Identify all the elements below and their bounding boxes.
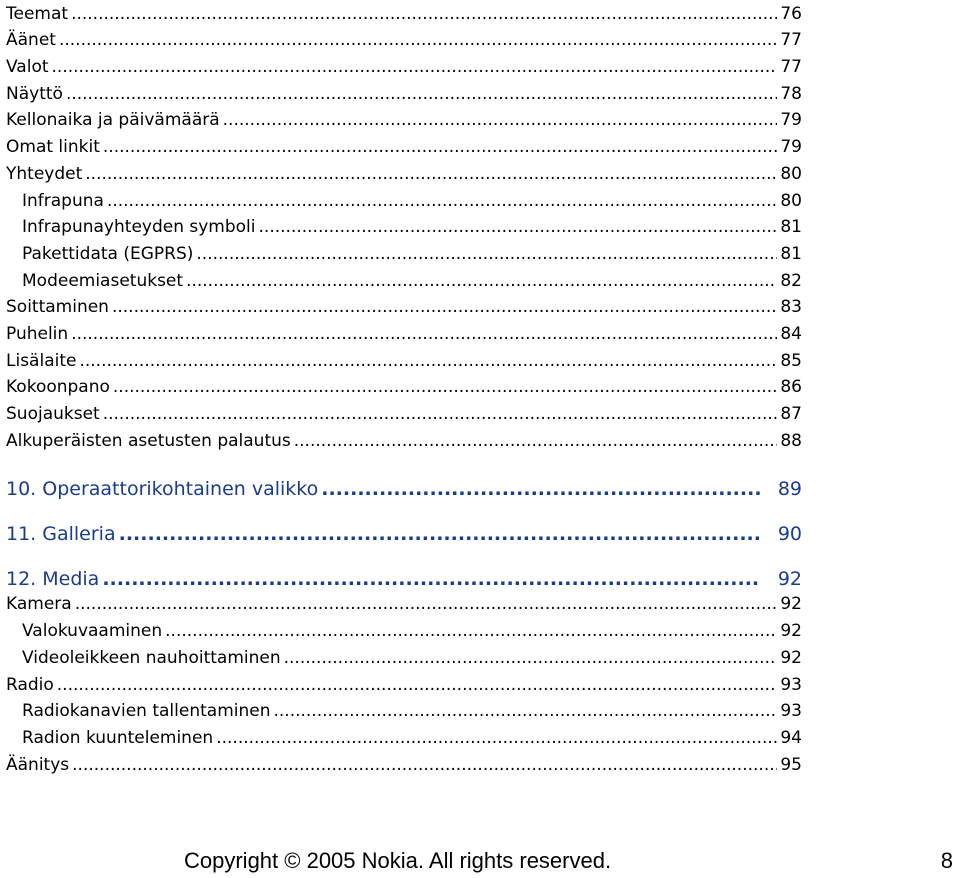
toc-entry[interactable] — [6, 211, 802, 237]
toc-entry-label: Radiokanavien tallentaminen — [22, 701, 271, 721]
toc-entry[interactable] — [6, 345, 802, 371]
toc-leader-dots — [57, 675, 778, 695]
toc-entry-label: Puhelin — [6, 324, 69, 344]
toc-leader-dots — [103, 404, 778, 424]
toc-entry-label: Yhteydet — [6, 164, 83, 184]
toc-entry-page: 92 — [780, 594, 802, 614]
toc-entry-label: 10. Operaattorikohtainen valikko — [6, 478, 319, 500]
toc-entry[interactable] — [6, 695, 802, 721]
toc-entry[interactable] — [6, 318, 802, 344]
toc-entry-label: Kokoonpano — [6, 377, 110, 397]
toc-entry-page: 92 — [780, 621, 802, 641]
toc-entry-page: 77 — [780, 57, 802, 77]
toc-entry[interactable] — [6, 425, 802, 451]
toc-entry[interactable] — [6, 371, 802, 397]
toc-entry-page: 80 — [780, 191, 802, 211]
toc-entry-page: 76 — [780, 4, 802, 24]
toc-leader-dots — [59, 30, 777, 50]
toc-entry-label: Suojaukset — [6, 404, 100, 424]
toc-entry-label: Äänitys — [6, 755, 70, 775]
toc-leader-dots — [294, 431, 778, 451]
toc-leader-dots — [216, 728, 777, 748]
toc-entry-page: 81 — [780, 244, 802, 264]
toc-entry-label: Lisälaite — [6, 351, 77, 371]
toc-entry-page: 78 — [780, 84, 802, 104]
toc-entry-label: Valokuvaaminen — [22, 621, 163, 641]
toc-entry[interactable] — [6, 398, 802, 424]
toc-entry-label: 12. Media — [6, 568, 100, 590]
toc-leader-dots — [71, 324, 777, 344]
toc-entry-page: 93 — [780, 701, 802, 721]
toc-leader-dots — [186, 271, 777, 291]
toc-leader-dots — [223, 110, 778, 130]
toc-entry-page: 81 — [780, 217, 802, 237]
toc-entry-page: 87 — [780, 404, 802, 424]
toc-leader-dots — [273, 701, 777, 721]
toc-entry-page: 84 — [780, 324, 802, 344]
toc-entry[interactable] — [6, 131, 802, 157]
toc-entry[interactable] — [6, 0, 802, 24]
toc-entry[interactable] — [6, 185, 802, 211]
toc-leader-dots — [259, 217, 778, 237]
toc-entry-label: Äänet — [6, 30, 56, 50]
toc-entry-page: 94 — [780, 728, 802, 748]
copyright-notice: Copyright © 2005 Nokia. All rights reserved. — [184, 848, 612, 873]
toc-entry-label: 11. Galleria — [6, 523, 116, 545]
toc-entry-page: 77 — [780, 30, 802, 50]
toc-entry-label: Omat linkit — [6, 137, 100, 157]
page-footer — [0, 848, 959, 874]
toc-leader-dots — [72, 755, 777, 775]
toc-entry[interactable] — [6, 642, 802, 668]
toc-entry-label: Kellonaika ja päivämäärä — [6, 110, 220, 130]
toc-entry-label: Videoleikkeen nauhoittaminen — [22, 648, 281, 668]
toc-chapter-entry[interactable] — [6, 518, 802, 544]
toc-entry[interactable] — [6, 291, 802, 317]
toc-entry[interactable] — [6, 158, 802, 184]
toc-entry-label: Näyttö — [6, 84, 63, 104]
toc-leader-dots — [284, 648, 778, 668]
toc-entry-label: Teemat — [6, 4, 69, 24]
toc-leader-dots — [85, 164, 777, 184]
toc-entry-label: Radion kuunteleminen — [22, 728, 214, 748]
toc-entry-page: 79 — [780, 137, 802, 157]
toc-entry-label: Modeemiasetukset — [22, 271, 184, 291]
toc-entry-page: 89 — [777, 478, 802, 500]
toc-entry-page: 86 — [780, 377, 802, 397]
toc-leader-dots — [79, 351, 777, 371]
toc-entry[interactable] — [6, 51, 802, 77]
toc-leader-dots — [52, 57, 778, 77]
toc-entry[interactable] — [6, 104, 802, 130]
toc-chapter-entry[interactable] — [6, 473, 802, 499]
toc-leader-dots — [112, 297, 777, 317]
toc-entry[interactable] — [6, 669, 802, 695]
toc-entry-label: Infrapuna — [22, 191, 104, 211]
toc-entry[interactable] — [6, 588, 802, 614]
toc-entry-label: Kamera — [6, 594, 72, 614]
toc-leader-dots — [71, 4, 777, 24]
toc-leader-dots — [75, 594, 778, 614]
toc-leader-dots — [165, 621, 777, 641]
toc-entry-page: 83 — [780, 297, 802, 317]
toc-leader-dots — [113, 377, 777, 397]
toc-entry-label: Valot — [6, 57, 49, 77]
toc-entry-label: Infrapunayhteyden symboli — [22, 217, 256, 237]
page-number: 8 — [940, 848, 953, 873]
toc-entry[interactable] — [6, 238, 802, 264]
toc-leader-dots — [196, 244, 777, 264]
toc-entry-page: 95 — [780, 755, 802, 775]
toc-entry-page: 88 — [780, 431, 802, 451]
toc-entry[interactable] — [6, 722, 802, 748]
toc-entry-label: Radio — [6, 675, 54, 695]
toc-entry-label: Pakettidata (EGPRS) — [22, 244, 194, 264]
toc-entry[interactable] — [6, 615, 802, 641]
toc-entry[interactable] — [6, 78, 802, 104]
toc-leader-dots — [103, 137, 777, 157]
toc-entry-page: 92 — [780, 648, 802, 668]
toc-leader-dots — [107, 191, 777, 211]
toc-entry-page: 82 — [780, 271, 802, 291]
toc-entry[interactable] — [6, 265, 802, 291]
toc-entry-page: 85 — [780, 351, 802, 371]
toc-chapter-entry[interactable] — [6, 563, 802, 589]
toc-leader-dots — [119, 524, 761, 544]
toc-entry-page: 92 — [777, 568, 802, 590]
toc-entry-page: 90 — [777, 523, 802, 545]
toc-entry-label: Alkuperäisten asetusten palautus — [6, 431, 291, 451]
toc-leader-dots — [66, 84, 777, 104]
toc-leader-dots — [321, 479, 761, 499]
toc-entry-page: 79 — [780, 110, 802, 130]
toc-entry-page: 80 — [780, 164, 802, 184]
toc-leader-dots — [102, 569, 760, 589]
toc-entry-label: Soittaminen — [6, 297, 109, 317]
toc-entry[interactable] — [6, 24, 802, 50]
toc-entry[interactable] — [6, 749, 802, 775]
toc-entry-page: 93 — [780, 675, 802, 695]
